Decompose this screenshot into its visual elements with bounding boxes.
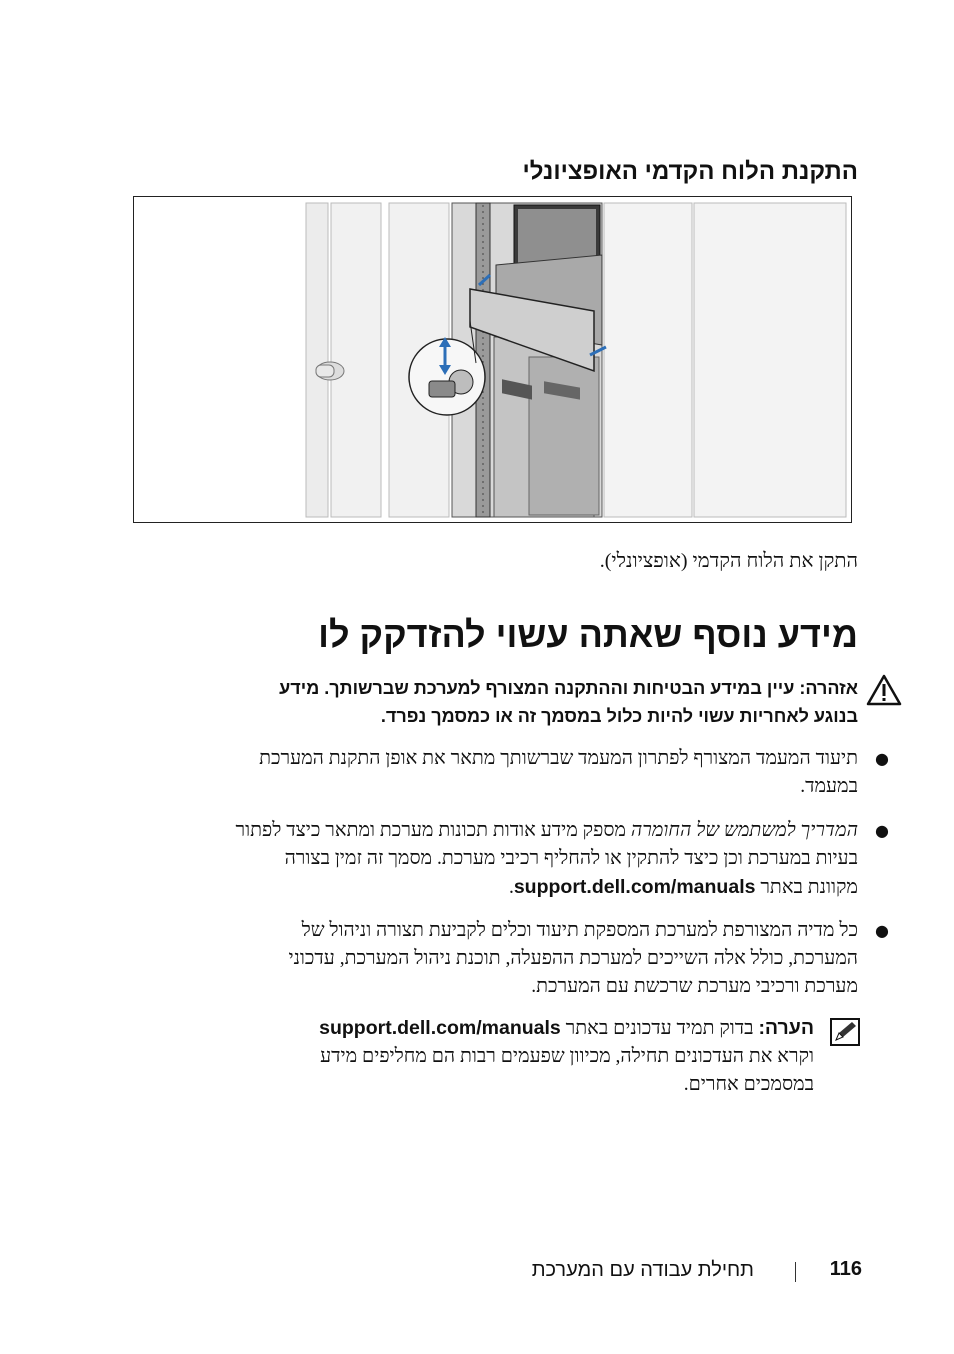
- hardware-manual-title: המדריך למשתמש של החומרה: [630, 820, 858, 841]
- warning-triangle-icon: [866, 674, 902, 706]
- bullet-icon: ●: [875, 821, 889, 840]
- list-item: [168, 745, 889, 801]
- section-heading: התקנת הלוח הקדמי האופציונלי: [522, 158, 858, 185]
- installation-figure: [133, 196, 852, 523]
- door-handle-icon: [316, 362, 344, 380]
- footer-divider: [795, 1262, 796, 1282]
- list-item-line: מערכת ורכיבי מערכת שרכשת עם המערכת.: [531, 976, 858, 997]
- warning-line-2: בנוגע לאחריות עשוי להיות כלול במסמך זה או כמסמך נפרד.: [380, 706, 858, 726]
- footer-chapter-title: תחילת עבודה עם המערכת: [531, 1259, 754, 1281]
- bullet-icon: ●: [875, 921, 889, 940]
- bullet-icon: ●: [875, 749, 889, 768]
- bezel-installation-illustration: [134, 197, 851, 522]
- page-footer: [102, 1258, 862, 1288]
- warning-notice: [132, 674, 858, 730]
- list-item-line: [168, 873, 858, 902]
- manuals-link[interactable]: support.dell.com/manuals: [319, 1017, 561, 1039]
- note-line: וקרא את העדכונים תחילה, מכיוון שפעמים רבות הם מחליפים מידע: [320, 1046, 814, 1067]
- list-item: [168, 917, 889, 1001]
- list-item-text: מספק מידע אודות תכונות מערכת ומתאר כיצד לפתור: [235, 820, 631, 841]
- note-text: בדוק תמיד עדכונים באתר: [560, 1018, 759, 1039]
- main-heading: מידע נוסף שאתה עשוי להזדקק לו: [318, 614, 858, 655]
- list-item-line: כל מדיה המצורפת למערכת המספקת תיעוד וכלים לקביעת תצורה וניהול של: [301, 920, 858, 941]
- note-line-1: [164, 1014, 814, 1043]
- manuals-link[interactable]: support.dell.com/manuals: [513, 876, 756, 898]
- note-pencil-icon: [830, 1018, 860, 1046]
- warning-label: אזהרה:: [799, 678, 858, 698]
- note: [164, 1014, 814, 1099]
- figure-caption: התקן את הלוח הקדמי (אופציונלי).: [599, 550, 858, 572]
- list-item-text: .: [508, 877, 514, 898]
- page-number: 116: [829, 1258, 862, 1280]
- list-item-line: [168, 817, 858, 845]
- list-item: [168, 817, 889, 902]
- note-line: במסמכים אחרים.: [683, 1074, 814, 1095]
- list-item-line: המערכת, כולל אלה השייכים למערכת ההפעלה, תוכנת ניהול המערכת, עדכוני: [288, 948, 858, 969]
- list-item-line: תיעוד המעמד המצורף לפתרון המעמד שברשותך מתאר את אופן התקנת המערכת: [259, 748, 858, 769]
- note-label: הערה:: [758, 1017, 814, 1039]
- warning-text-1: עיין במידע הבטיחות וההתקנה המצורף למערכת שברשותך. מידע: [279, 678, 795, 698]
- list-item-line: בעיות במערכת וכן כיצד להתקין או להחליף רכיבי מערכת. מסמך זה זמין בצורה: [284, 848, 858, 869]
- list-item-text: מקוונת באתר: [755, 877, 858, 898]
- warning-line-1: [132, 674, 858, 702]
- list-item-line: במעמד.: [800, 776, 858, 797]
